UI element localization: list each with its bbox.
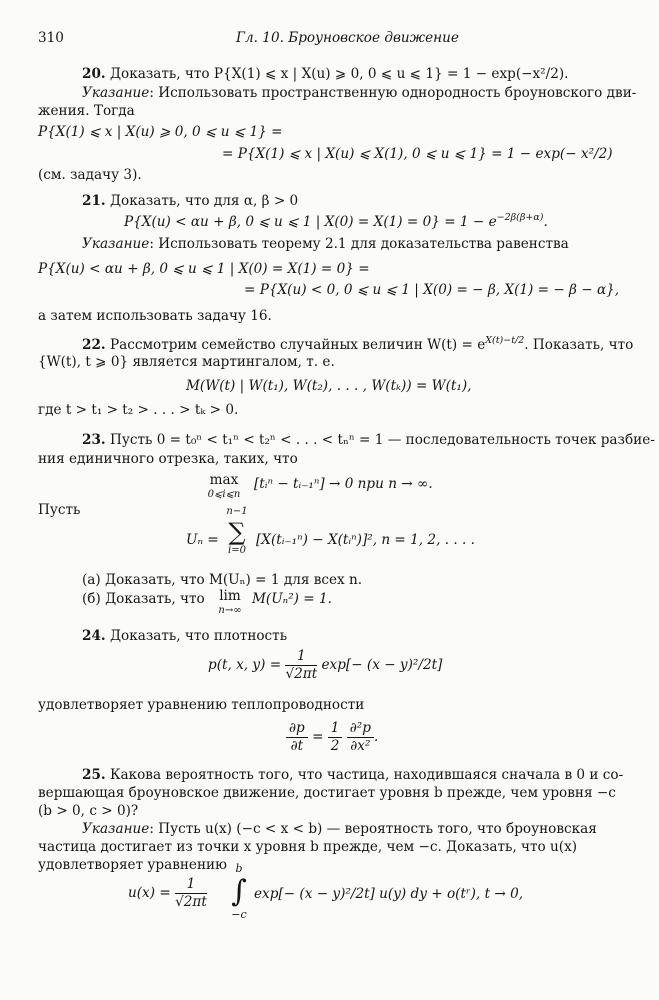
- statement-text: . Показать, что: [524, 337, 634, 353]
- hint-continuation: частица достигает из точки x уровня b прежде, чем −c. Доказать, что u(x): [38, 839, 578, 855]
- equation-line: [tᵢⁿ − tᵢ₋₁ⁿ] → 0 при n → ∞.: [254, 476, 433, 492]
- hint-text: : Использовать теорему 2.1 для доказательства равенства: [149, 236, 569, 252]
- page-number: 310: [38, 30, 64, 46]
- problem-number: 21.: [82, 193, 106, 209]
- statement-continuation: ния единичного отрезка, таких, что: [38, 451, 298, 467]
- fraction-numerator: ∂²p: [347, 720, 374, 738]
- equation-line: M(Uₙ²) = 1.: [252, 591, 332, 607]
- fraction-denominator: √2πt: [175, 893, 207, 910]
- problem-23-statement: [82, 432, 655, 449]
- reference-text: (см. задачу 3).: [38, 167, 142, 183]
- fraction-numerator: ∂p: [286, 720, 308, 738]
- statement-continuation: {W(t), t ⩾ 0} является мартингалом, т. е.: [38, 354, 335, 370]
- statement-text: Рассмотрим семейство случайных величин W(t) = e: [109, 337, 486, 353]
- let-text: Пусть: [38, 502, 81, 518]
- statement-text: Доказать, что P{X(1) ⩽ x | X(u) ⩾ 0, 0 ⩽ u ⩽ 1} = 1 − exp(−x²/2).: [109, 66, 569, 82]
- equation-lhs: p(t, x, y) =: [208, 656, 282, 673]
- limit-subscript: n→∞: [218, 604, 242, 616]
- statement-text: Пусть 0 = t₀ⁿ < t₁ⁿ < t₂ⁿ < . . . < tₙⁿ = 1 — последовательность точек разбие-: [109, 432, 655, 448]
- equals-sign: =: [312, 728, 324, 745]
- fraction-denominator: 2: [330, 737, 340, 754]
- equation-line: = P{X(u) < 0, 0 ⩽ u ⩽ 1 | X(0) = − β, X(1) = − β − α},: [244, 282, 620, 298]
- fraction-numerator: 1: [175, 876, 207, 894]
- heat-equation-text: удовлетворяет уравнению теплопроводности: [38, 697, 365, 713]
- exponent: −2β(β+α): [496, 212, 544, 223]
- sum-operator: [222, 506, 252, 557]
- part-a: (а) Доказать, что M(Uₙ) = 1 для всех n.: [82, 572, 363, 588]
- statement-text: Доказать, что плотность: [109, 628, 288, 644]
- fraction-numerator: 1: [328, 720, 343, 738]
- period: .: [373, 728, 379, 745]
- fraction-numerator: 1: [285, 648, 317, 666]
- equation-line: P{X(u) < αu + β, 0 ⩽ u ⩽ 1 | $X(0) = X(1) = 0\} = 1 - e^{-2\beta(\beta+\alpha)}$.: [124, 212, 548, 230]
- fraction-denominator: ∂t: [290, 737, 304, 754]
- fraction-denominator: √2πt: [285, 665, 318, 682]
- sum-sign: ∑: [228, 517, 246, 546]
- hint-continuation: жения. Тогда: [38, 103, 135, 119]
- problem-24-statement: [82, 628, 287, 645]
- problem-20-statement: [82, 66, 568, 83]
- max-operator: [200, 472, 248, 501]
- problem-25-statement: [82, 767, 623, 784]
- problem-number: 24.: [82, 628, 106, 644]
- hint-label: Указание: [82, 85, 150, 101]
- equation-line: = P{X(1) ⩽ x | X(u) ⩽ X(1), 0 ⩽ u ⩽ 1} = 1 − exp(− x²/2): [222, 146, 613, 162]
- problem-number: 22.: [82, 337, 106, 353]
- fraction: [175, 876, 207, 911]
- fraction: [285, 648, 317, 683]
- sum-upper-limit: n−1: [226, 506, 248, 517]
- problem-number: 20.: [82, 66, 106, 82]
- equation-line: M(W(t) | W(t₁), W(t₂), . . . , W(tₖ)) = W(t₁),: [186, 378, 472, 394]
- equation-line: P{X(u) < αu + β, 0 ⩽ u ⩽ 1 | X(0) = X(1) = 0} =: [38, 261, 370, 277]
- follow-up-text: а затем использовать задачу 16.: [38, 308, 272, 324]
- limit-label: lim: [219, 588, 241, 604]
- running-title: Гл. 10. Броуновское движение: [236, 30, 459, 46]
- fraction: [328, 720, 343, 755]
- equation-line: [X(tᵢ₋₁ⁿ) − X(tᵢⁿ)]², n = 1, 2, . . . .: [256, 532, 475, 548]
- fraction-denominator: ∂x²: [350, 737, 371, 754]
- limit-operator: [212, 588, 248, 617]
- statement-text: Какова вероятность того, что частица, находившаяся сначала в 0 и со-: [109, 767, 624, 783]
- integral-equation-lhs: [128, 876, 207, 911]
- equation-line: P{X(1) ⩽ x | X(u) ⩾ 0, 0 ⩽ u ⩽ 1} =: [38, 124, 283, 140]
- hint-continuation: удовлетворяет уравнению: [38, 857, 227, 873]
- sum-lower-limit: i=0: [228, 544, 246, 556]
- part-b: [82, 591, 205, 608]
- equation-rhs: exp[− (x − y)²/2t]: [321, 656, 443, 673]
- hint-text: : Использовать пространственную однородность броуновского дви-: [149, 85, 637, 101]
- equation-lhs: u(x) =: [128, 884, 171, 901]
- exponent: X(t)−t/2: [485, 335, 525, 346]
- problem-21-hint: [82, 236, 569, 253]
- problem-22-statement: [82, 335, 633, 354]
- integral-upper-limit: b: [235, 862, 243, 875]
- integral-lower-limit: −c: [231, 907, 247, 921]
- problem-25-hint: [82, 821, 597, 838]
- max-label: max: [209, 472, 239, 488]
- equation-body: P{X(u) < αu + β, 0 ⩽ u ⩽ 1 | X(0) = X(1) = 0} = 1 − e: [124, 214, 497, 230]
- statement-continuation: (b > 0, c > 0)?: [38, 803, 139, 819]
- problem-number: 25.: [82, 767, 106, 783]
- equation-line: exp[− (x − y)²/2t] u(y) dy + o(tʳ), t → 0,: [254, 886, 524, 902]
- statement-text: Доказать, что для α, β > 0: [109, 193, 299, 209]
- integral-operator: [226, 862, 252, 922]
- hint-label: Указание: [82, 821, 150, 837]
- density-formula: [208, 648, 442, 683]
- integral-sign: ∫: [231, 873, 247, 909]
- statement-continuation: вершающая броуновское движение, достигает уровня b прежде, чем уровня −c: [38, 785, 616, 801]
- condition-text: где t > t₁ > t₂ > . . . > tₖ > 0.: [38, 402, 239, 418]
- equation-lhs: Uₙ =: [186, 532, 219, 548]
- hint-text: : Пусть u(x) (−c < x < b) — вероятность того, что броуновская: [149, 821, 597, 837]
- part-b-text: (б) Доказать, что: [82, 591, 205, 607]
- problem-21-statement: [82, 193, 298, 210]
- hint-label: Указание: [82, 236, 150, 252]
- problem-number: 23.: [82, 432, 106, 448]
- max-subscript: 0⩽i⩽n: [207, 488, 241, 500]
- problem-20-hint: [82, 85, 636, 102]
- heat-equation: [286, 720, 378, 755]
- fraction: [347, 720, 374, 755]
- fraction: [286, 720, 308, 755]
